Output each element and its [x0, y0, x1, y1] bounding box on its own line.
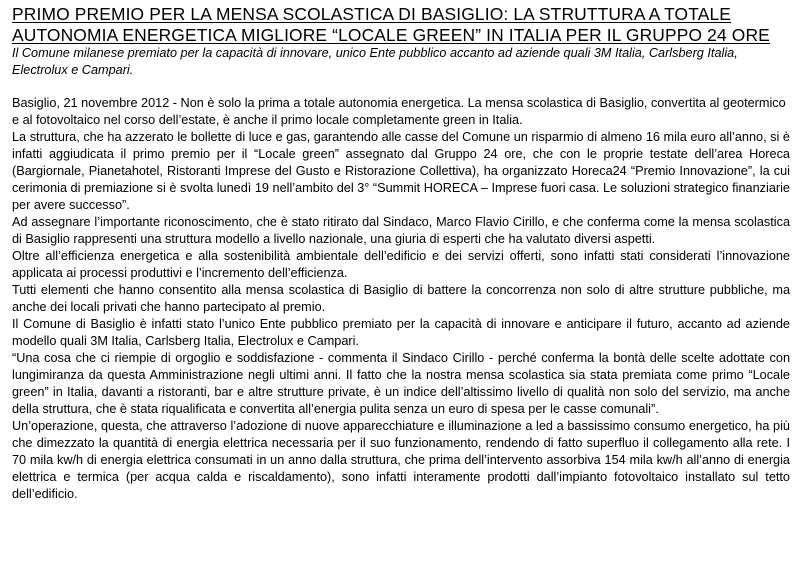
- article-body: [12, 95, 790, 503]
- article-subheading: Il Comune milanese premiato per la capacità di innovare, unico Ente pubblico accanto ad aziende quali 3M Italia, Carlsberg Italia, Electrolux e Campari.: [12, 46, 738, 77]
- paragraph-jury: Ad assegnare l’importante riconoscimento, che è stato ritirato dal Sindaco, Marco Flavio Cirillo, e che conferma come la mensa scolastica di Basiglio rappresenti una struttura modello a livello nazionale, una giuria di esperti che ha valutato diversi aspetti.: [12, 215, 790, 246]
- paragraph-mayor-quote: “Una cosa che ci riempie di orgoglio e soddisfazione - commenta il Sindaco Cirillo - perché conferma la bontà delle scelte adottate con lungimiranza da questa Amministrazione negli ultimi anni. Il fatto che la nostra mensa scolastica sia stata premiata come primo “Locale green” in Italia, davanti a ristoranti, bar e altre strutture private, è un indice dell’altissimo livello di qualità non solo del servizio, ma anche della struttura, che è stata riqualificata e convertita all’energia pulita senza un euro di spesa per le casse comunali”.: [12, 351, 790, 416]
- article-headline: [12, 4, 790, 45]
- paragraph-energy: Un’operazione, questa, che attraverso l’adozione di nuove apparecchiature e illuminazione a led a bassissimo consumo energetico, ha più che dimezzato la quantità di energia elettrica necessaria per il suo funzionamento, rendendo di fatto superfluo il collegamento alla rete. I 70 mila kw/h di energia elettrica consumati in un anno dalla struttura, che prima dell’intervento assorbiva 154 mila kw/h all’anno di energia elettrica e termica (per acqua calda e riscaldamento), sono infatti interamente prodotti dall’impianto fotovoltaico installato sul tetto dell’edificio.: [12, 419, 790, 501]
- paragraph-award: La struttura, che ha azzerato le bollette di luce e gas, garantendo alle casse del Comune un risparmio di almeno 16 mila euro all’anno, si è infatti aggiudicata il primo premio per il “Locale green” assegnato dal Gruppo 24 ore, che con le proprie testate dell’area Horeca (Bargiornale, Pianetahotel, Ristoranti Imprese del Gusto e Ristorazione Collettiva), ha organizzato Horeca24 “Premio Innovazione”, la cui cerimonia di premiazione si è svolta lunedì 19 nell’ambito del 3° “Summit HORECA – Imprese fuori casa. Le soluzioni strategico finanziarie per avere successo”.: [12, 130, 790, 212]
- paragraph-public-body: Il Comune di Basiglio è infatti stato l’unico Ente pubblico premiato per la capacità di innovare e anticipare il futuro, accanto ad aziende modello quali 3M Italia, Carlsberg Italia, Electrolux e Campari.: [12, 317, 790, 348]
- headline-text: PRIMO PREMIO PER LA MENSA SCOLASTICA DI BASIGLIO: LA STRUTTURA A TOTALE AUTONOMIA ENERGETICA MIGLIORE “LOCALE GREEN” IN ITALIA PER IL GRUPPO 24 ORE: [12, 4, 770, 45]
- paragraph-intro: Basiglio, 21 novembre 2012 - Non è solo la prima a totale autonomia energetica. La mensa scolastica di Basiglio, convertita al geotermico e al fotovoltaico nel corso dell’estate, è anche il primo locale completamente green in Italia.: [12, 96, 786, 127]
- paragraph-competition: Tutti elementi che hanno consentito alla mensa scolastica di Basiglio di battere la concorrenza non solo di altre strutture pubbliche, ma anche dei locali privati che hanno partecipato al premio.: [12, 283, 790, 314]
- paragraph-criteria: Oltre all’efficienza energetica e alla sostenibilità ambientale dell’edificio e dei servizi offerti, sono infatti stati considerati l’innovazione applicata ai processi produttivi e l’incremento dell’efficienza.: [12, 249, 790, 280]
